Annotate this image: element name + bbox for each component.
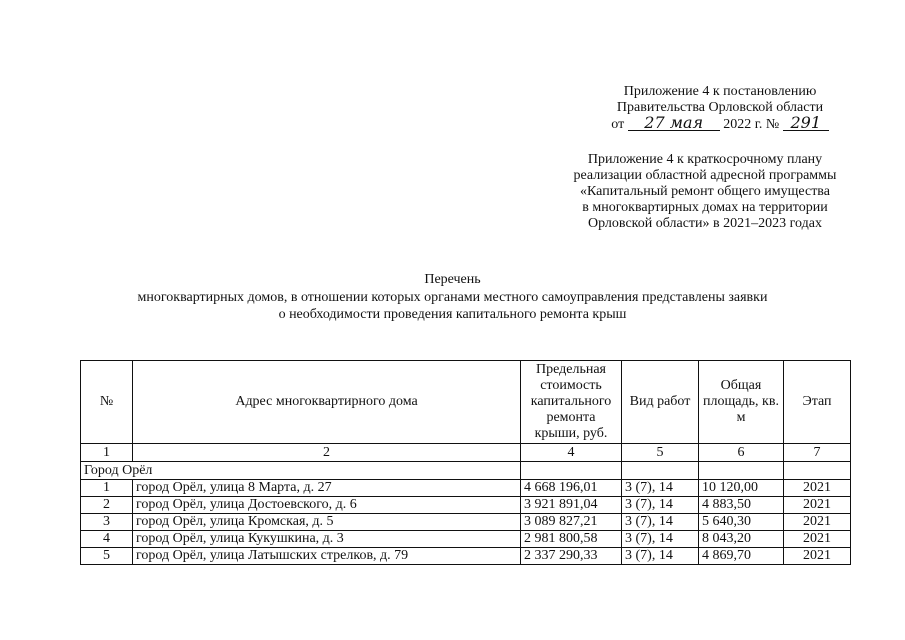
- row-address: город Орёл, улица Кукушкина, д. 3: [133, 531, 521, 548]
- row-number: 1: [81, 480, 133, 497]
- date-year: 2022 г. №: [723, 117, 780, 132]
- column-number: 4: [521, 444, 622, 462]
- row-area: 4 883,50: [699, 497, 784, 514]
- appendix-line-2: Правительства Орловской области: [616, 100, 824, 115]
- column-number: 7: [784, 444, 851, 462]
- row-address: город Орёл, улица Достоевского, д. 6: [133, 497, 521, 514]
- plan-line-5: Орловской области» в 2021–2023 годах: [588, 216, 822, 231]
- row-stage: 2021: [784, 480, 851, 497]
- handwritten-date: 27 мая: [628, 116, 720, 131]
- row-number: 4: [81, 531, 133, 548]
- row-area: 8 043,20: [699, 531, 784, 548]
- row-work: 3 (7), 14: [622, 480, 699, 497]
- row-number: 3: [81, 514, 133, 531]
- table-row: [81, 497, 851, 514]
- date-prefix: от: [611, 117, 625, 132]
- row-work: 3 (7), 14: [622, 531, 699, 548]
- column-number: 5: [622, 444, 699, 462]
- row-number: 5: [81, 548, 133, 565]
- row-stage: 2021: [784, 531, 851, 548]
- row-cost: 3 921 891,04: [521, 497, 622, 514]
- row-number: 2: [81, 497, 133, 514]
- header-address: Адрес многоквартирного дома: [133, 361, 521, 444]
- row-cost: 2 337 290,33: [521, 548, 622, 565]
- appendix-block: [560, 84, 880, 133]
- row-stage: 2021: [784, 514, 851, 531]
- row-address: город Орёл, улица Латышских стрелков, д. 79: [133, 548, 521, 565]
- header-num: №: [81, 361, 133, 444]
- table-row: [81, 531, 851, 548]
- table-header-row: [81, 361, 851, 444]
- row-work: 3 (7), 14: [622, 548, 699, 565]
- row-area: 5 640,30: [699, 514, 784, 531]
- plan-line-1: Приложение 4 к краткосрочному плану: [587, 152, 823, 167]
- appendix-line-1: Приложение 4 к постановлению: [623, 84, 817, 99]
- heading-line-2: многоквартирных домов, в отношении которых органами местного самоуправления представлены заявки: [137, 290, 768, 305]
- header-cost: Предельная стоимость капитального ремонта крыши, руб.: [521, 361, 622, 444]
- empty-cell: [699, 462, 784, 480]
- column-number: 6: [699, 444, 784, 462]
- plan-block: [545, 152, 865, 232]
- column-number: 2: [133, 444, 521, 462]
- plan-line-4: в многоквартирных домах на территории: [582, 200, 828, 215]
- handwritten-number: 291: [783, 116, 829, 131]
- column-number: 1: [81, 444, 133, 462]
- heading-line-3: о необходимости проведения капитального ремонта крыш: [278, 307, 627, 322]
- row-cost: 2 981 800,58: [521, 531, 622, 548]
- row-work: 3 (7), 14: [622, 497, 699, 514]
- table-row: [81, 514, 851, 531]
- header-area: Общая площадь, кв. м: [699, 361, 784, 444]
- heading-title: Перечень: [424, 272, 481, 287]
- table-row: [81, 548, 851, 565]
- table-row: [81, 480, 851, 497]
- column-numbers-row: [81, 444, 851, 462]
- buildings-table: [80, 360, 851, 565]
- row-area: 4 869,70: [699, 548, 784, 565]
- city-name: Город Орёл: [81, 462, 521, 480]
- empty-cell: [784, 462, 851, 480]
- row-stage: 2021: [784, 497, 851, 514]
- row-work: 3 (7), 14: [622, 514, 699, 531]
- row-cost: 3 089 827,21: [521, 514, 622, 531]
- header-stage: Этап: [784, 361, 851, 444]
- row-area: 10 120,00: [699, 480, 784, 497]
- empty-cell: [622, 462, 699, 480]
- city-group-row: [81, 462, 851, 480]
- empty-cell: [521, 462, 622, 480]
- plan-line-2: реализации областной адресной программы: [573, 168, 837, 183]
- row-address: город Орёл, улица 8 Марта, д. 27: [133, 480, 521, 497]
- appendix-date-line: [560, 113, 880, 133]
- header-work: Вид работ: [622, 361, 699, 444]
- row-stage: 2021: [784, 548, 851, 565]
- row-cost: 4 668 196,01: [521, 480, 622, 497]
- row-address: город Орёл, улица Кромская, д. 5: [133, 514, 521, 531]
- plan-line-3: «Капитальный ремонт общего имущества: [580, 184, 830, 199]
